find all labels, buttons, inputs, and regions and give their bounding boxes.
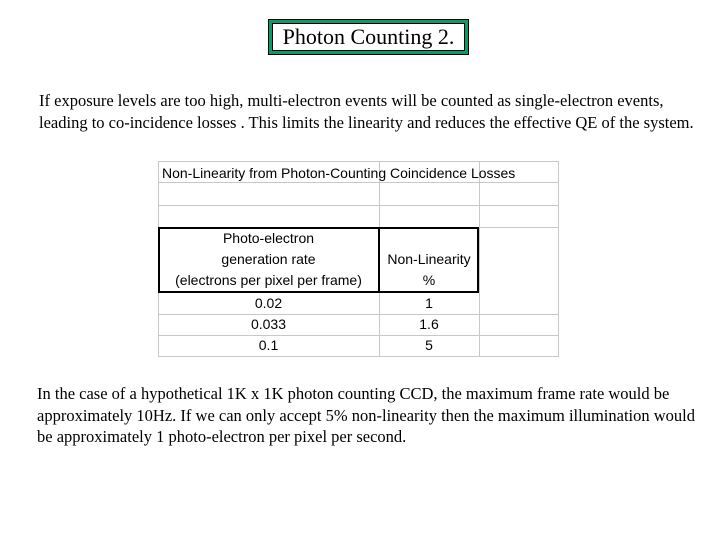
slide-title-box — [268, 19, 469, 55]
header-rate-line1: Photo-electron — [222, 230, 315, 246]
header-rate-line3: (electrons per pixel per frame) — [175, 272, 362, 288]
slide-title: Photon Counting 2. — [272, 23, 465, 51]
header-rate-line2: generation rate — [221, 251, 316, 267]
table-title: Non-Linearity from Photon-Counting Coincidence Losses — [162, 165, 516, 181]
conclusion-paragraph: In the case of a hypothetical 1K x 1K photon counting CCD, the maximum frame rate would be approximately 10Hz. If we can only accept 5% non-linearity then the maximum illumination would be approximately 1 photo-electron per pixel per second. — [37, 384, 695, 446]
table-row-nonlinearity: 1 — [425, 295, 433, 311]
table-row-nonlinearity: 1.6 — [419, 316, 439, 332]
header-nonlinearity-line1: Non-Linearity — [387, 251, 471, 267]
table-row-rate: 0.02 — [254, 295, 283, 311]
header-nonlinearity-line2: % — [422, 272, 436, 288]
intro-paragraph: If exposure levels are too high, multi-electron events will be counted as single-electron events, leading to co-incidence losses . This limits the linearity and reduces the effective QE of the system. — [39, 91, 694, 132]
nonlinearity-table — [158, 161, 559, 357]
table-row-rate: 0.033 — [250, 316, 287, 332]
table-row-nonlinearity: 5 — [425, 337, 433, 353]
table-row-rate: 0.1 — [258, 337, 279, 353]
